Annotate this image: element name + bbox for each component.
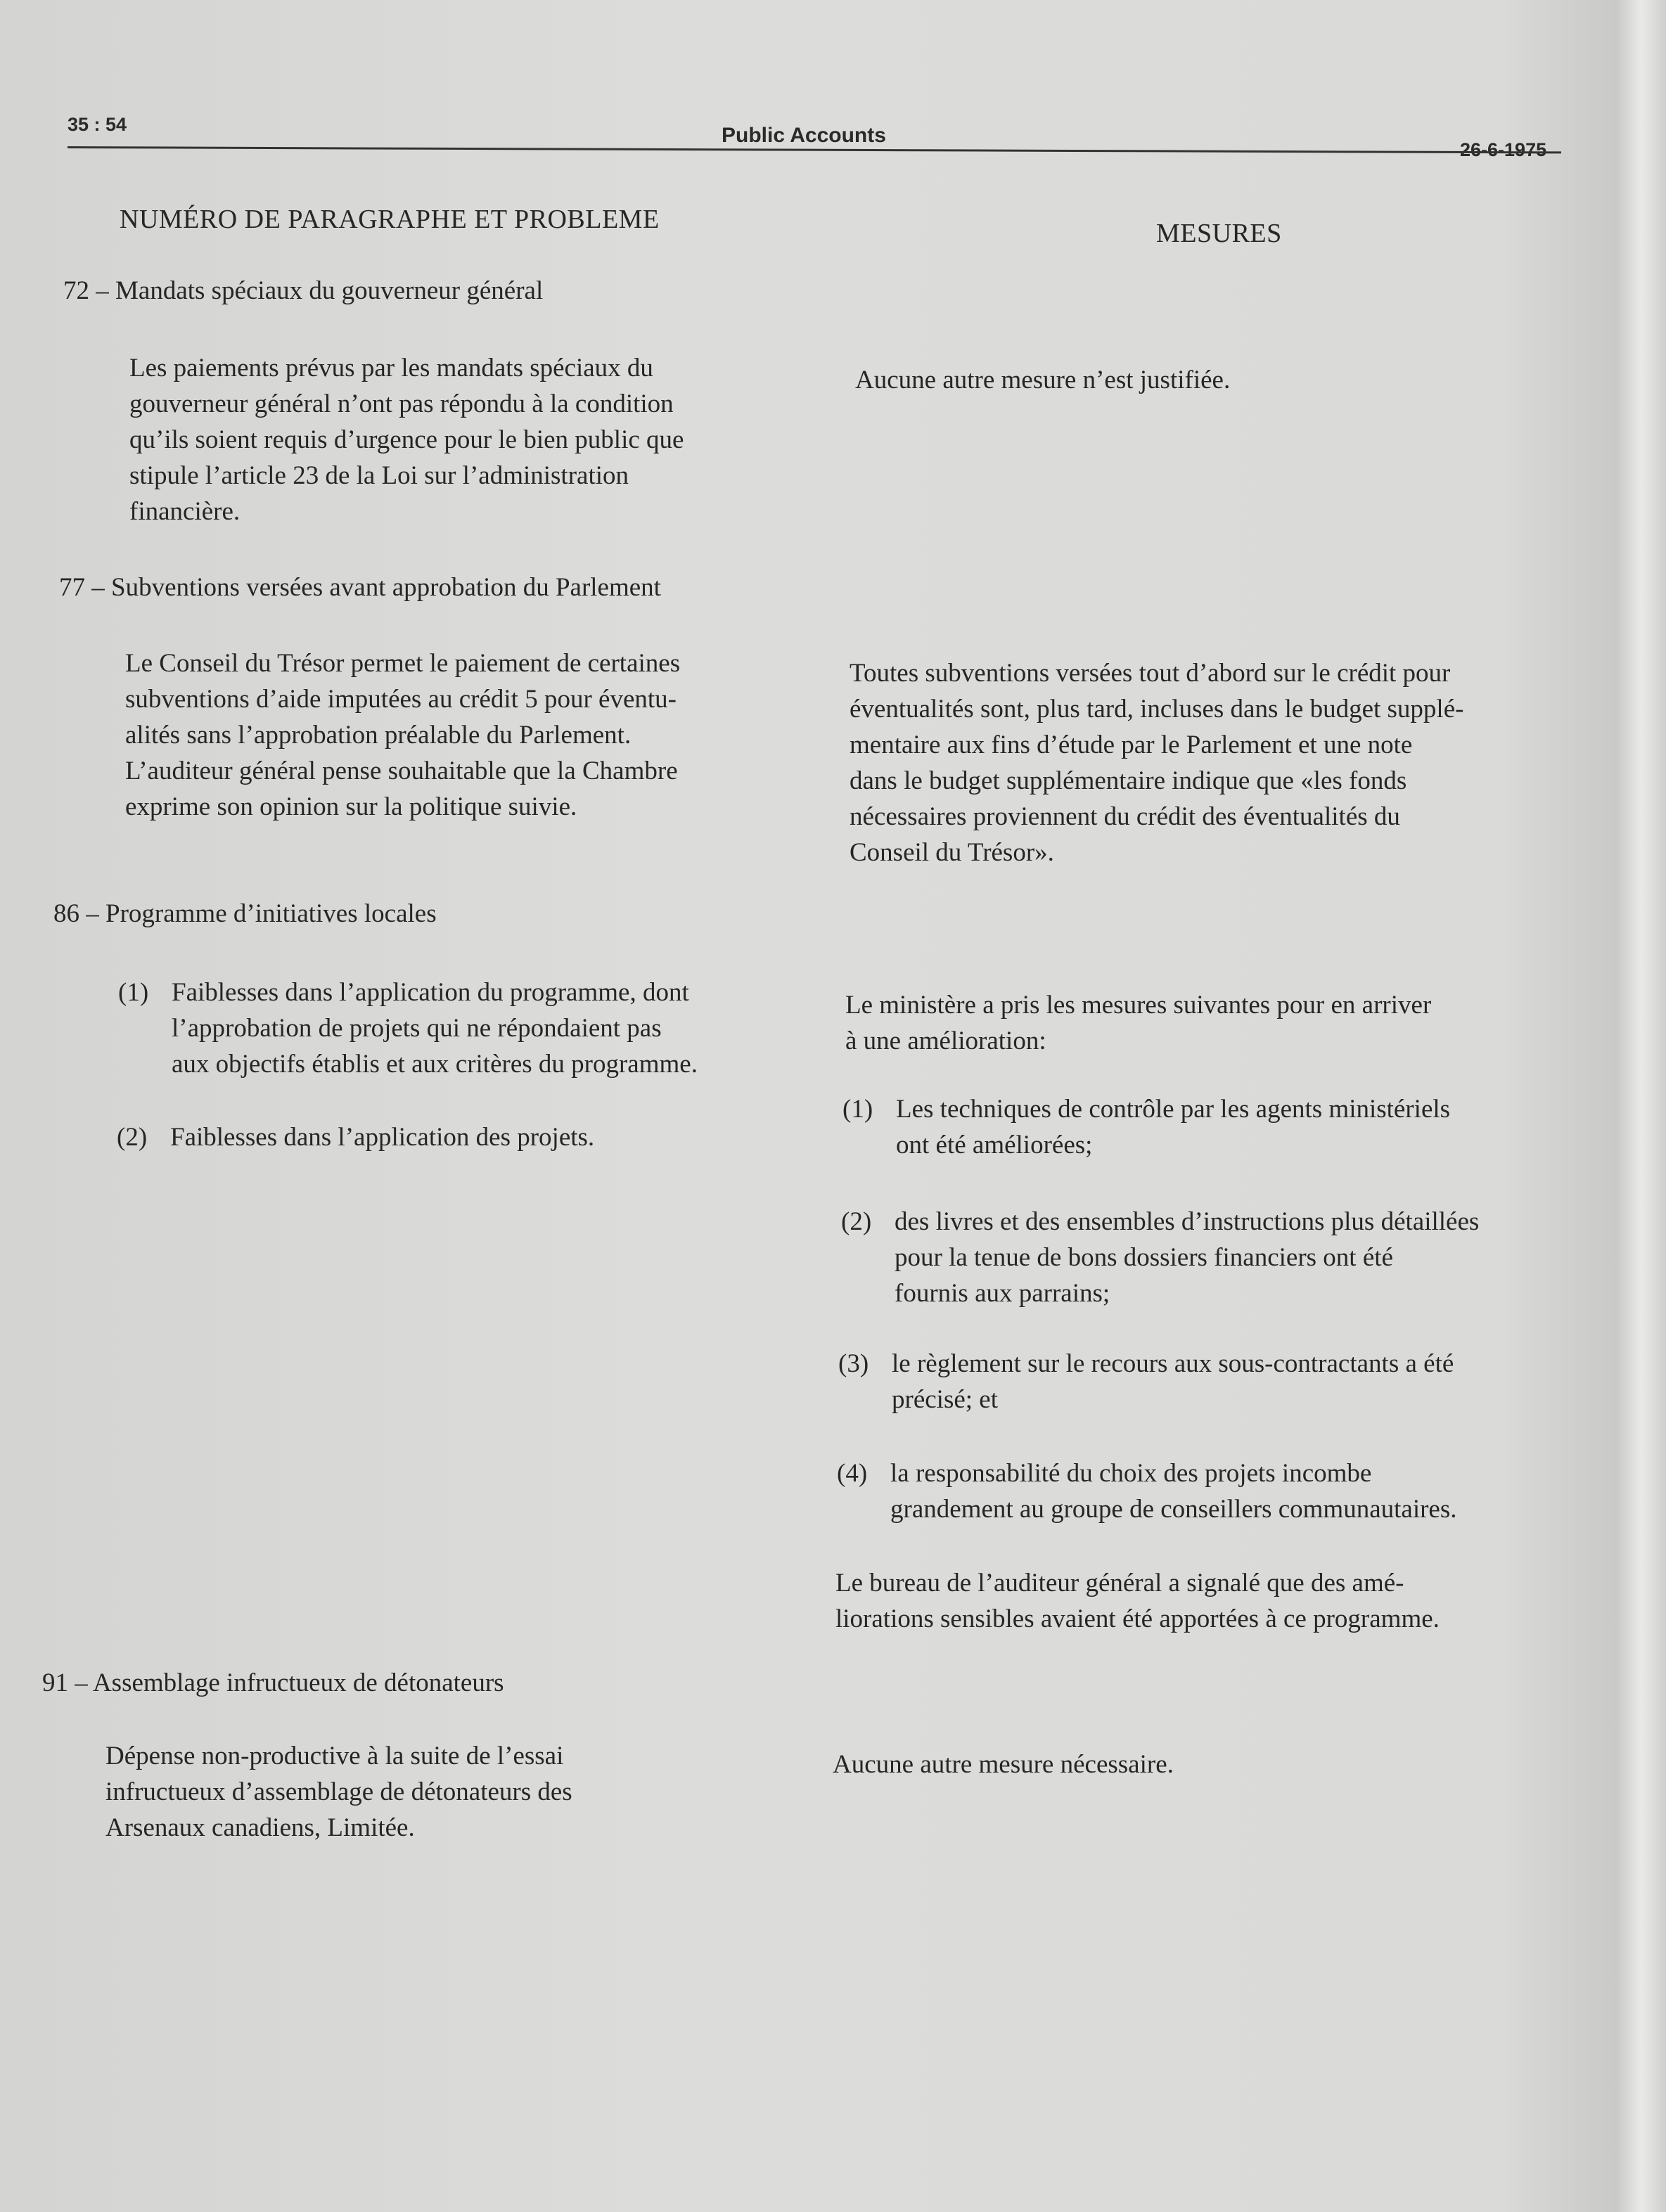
text-line: subventions d’aide imputées au crédit 5 pour éventu- bbox=[125, 685, 677, 714]
text-line: dans le budget supplémentaire indique que «les fonds bbox=[850, 766, 1407, 795]
section-72-problem bbox=[129, 350, 684, 529]
text-line: éventualités sont, plus tard, incluses dans le budget supplé- bbox=[850, 695, 1464, 724]
section-86-measure-outro bbox=[835, 1565, 1440, 1637]
text-line: stipule l’article 23 de la Loi sur l’administration bbox=[129, 461, 629, 490]
right-column-heading: MESURES bbox=[1156, 219, 1282, 248]
text-line: Les techniques de contrôle par les agents ministériels bbox=[896, 1095, 1451, 1124]
text-line: Faiblesses dans l’application des projets. bbox=[170, 1123, 595, 1152]
section-77-heading: 77 – Subventions versées avant approbation du Parlement bbox=[59, 573, 661, 602]
page-date: 26-6-1975 bbox=[1460, 139, 1547, 160]
text-line: précisé; et bbox=[892, 1385, 998, 1414]
section-86-measure-3 bbox=[838, 1346, 1454, 1417]
item-number: (3) bbox=[838, 1349, 869, 1378]
text-line: Le bureau de l’auditeur général a signalé que des amé- bbox=[835, 1569, 1404, 1597]
text-line: mentaire aux fins d’étude par le Parlement et une note bbox=[850, 731, 1413, 759]
section-91-heading: 91 – Assemblage infructueux de détonateurs bbox=[42, 1668, 504, 1697]
section-86-measure-1 bbox=[842, 1091, 1450, 1163]
text-line: Le ministère a pris les mesures suivantes pour en arriver bbox=[845, 991, 1432, 1020]
text-line: gouverneur général n’ont pas répondu à la condition bbox=[129, 390, 674, 418]
text-line: fournis aux parrains; bbox=[895, 1279, 1110, 1308]
text-line: Dépense non-productive à la suite de l’essai bbox=[105, 1742, 564, 1770]
section-91-problem bbox=[105, 1738, 572, 1846]
section-86-heading: 86 – Programme d’initiatives locales bbox=[53, 899, 437, 928]
section-86-measure-2 bbox=[841, 1204, 1479, 1311]
page-reference: 35 : 54 bbox=[68, 114, 127, 135]
text-line: la responsabilité du choix des projets incombe bbox=[890, 1459, 1372, 1488]
item-number: (4) bbox=[837, 1459, 868, 1488]
text-line: à une amélioration: bbox=[845, 1027, 1046, 1055]
section-86-problem-1 bbox=[118, 975, 698, 1082]
section-86-problem-2 bbox=[117, 1119, 594, 1155]
section-91-measure: Aucune autre mesure nécessaire. bbox=[833, 1750, 1174, 1779]
text-line: ont été améliorées; bbox=[896, 1131, 1093, 1159]
text-line: Arsenaux canadiens, Limitée. bbox=[105, 1813, 415, 1842]
text-line: pour la tenue de bons dossiers financiers ont été bbox=[895, 1243, 1393, 1272]
item-number: (2) bbox=[841, 1207, 872, 1236]
left-column-heading: NUMÉRO DE PARAGRAPHE ET PROBLEME bbox=[120, 205, 660, 234]
text-line: qu’ils soient requis d’urgence pour le bien public que bbox=[129, 425, 684, 454]
text-line: L’auditeur général pense souhaitable que la Chambre bbox=[125, 757, 678, 785]
text-line: le règlement sur le recours aux sous-contractants a été bbox=[892, 1349, 1454, 1378]
text-line: nécessaires proviennent du crédit des éventualités du bbox=[850, 802, 1400, 831]
text-line: liorations sensibles avaient été apportées à ce programme. bbox=[835, 1605, 1440, 1633]
text-line: Faiblesses dans l’application du programme, dont bbox=[172, 978, 689, 1007]
item-number: (1) bbox=[118, 978, 149, 1007]
text-line: Les paiements prévus par les mandats spéciaux du bbox=[129, 354, 653, 382]
section-86-measure-4 bbox=[837, 1455, 1457, 1527]
text-line: Conseil du Trésor». bbox=[850, 838, 1054, 867]
section-77-measure bbox=[850, 655, 1463, 870]
item-number: (2) bbox=[117, 1123, 148, 1152]
item-number: (1) bbox=[842, 1095, 873, 1124]
section-72-heading: 72 – Mandats spéciaux du gouverneur général bbox=[63, 276, 544, 305]
text-line: des livres et des ensembles d’instructions plus détaillées bbox=[895, 1207, 1480, 1236]
text-line: aux objectifs établis et aux critères du programme. bbox=[172, 1050, 698, 1079]
text-line: l’approbation de projets qui ne répondaient pas bbox=[172, 1014, 662, 1043]
section-72-measure: Aucune autre mesure n’est justifiée. bbox=[855, 366, 1231, 394]
section-77-problem bbox=[125, 645, 680, 825]
text-line: financière. bbox=[129, 497, 241, 526]
text-line: Toutes subventions versées tout d’abord sur le crédit pour bbox=[850, 659, 1451, 688]
text-line: Le Conseil du Trésor permet le paiement de certaines bbox=[125, 649, 681, 678]
text-line: infructueux d’assemblage de détonateurs des bbox=[105, 1777, 572, 1806]
page-header-title: Public Accounts bbox=[722, 124, 886, 147]
section-86-measure-intro bbox=[845, 987, 1431, 1059]
text-line: alités sans l’approbation préalable du Parlement. bbox=[125, 721, 632, 750]
text-line: exprime son opinion sur la politique suivie. bbox=[125, 792, 577, 821]
text-line: grandement au groupe de conseillers communautaires. bbox=[890, 1495, 1457, 1524]
